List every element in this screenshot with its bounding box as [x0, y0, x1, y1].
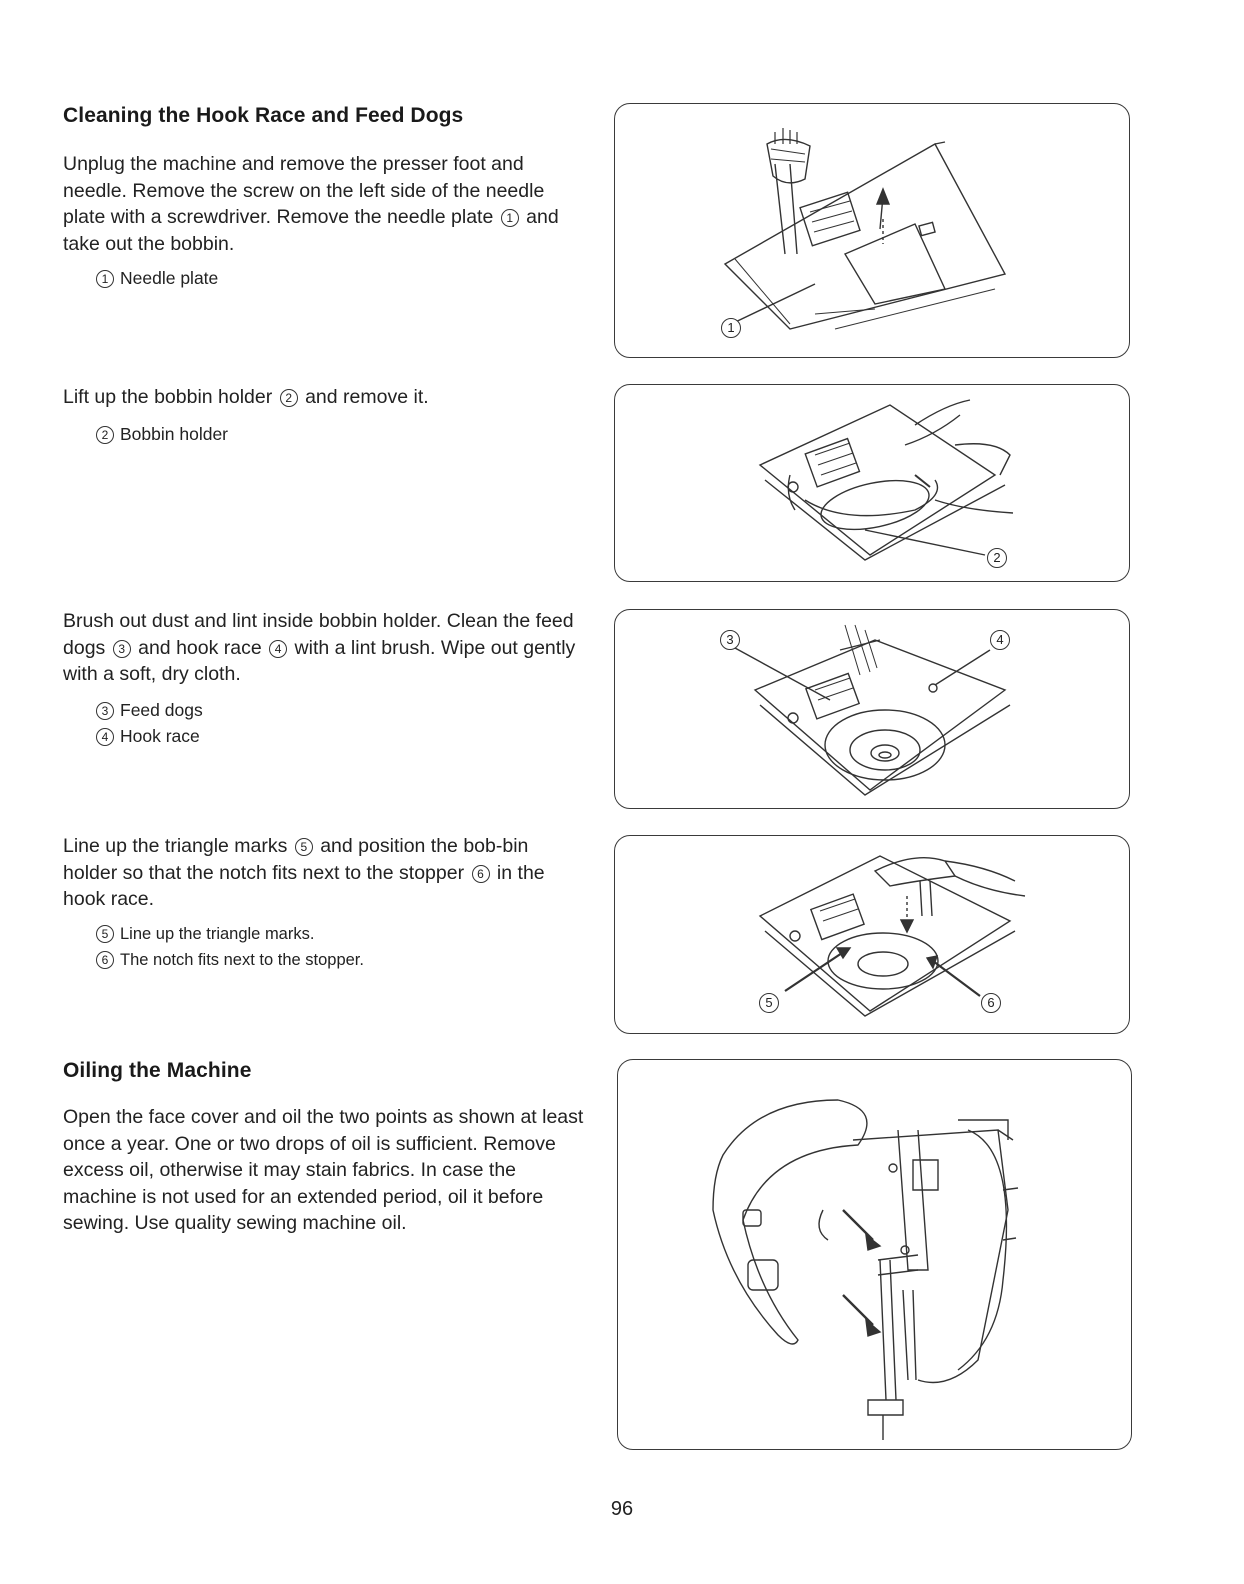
step-1-legend: [96, 265, 218, 291]
bobbin-holder-positioning-illustration: [614, 835, 1130, 1034]
needle-plate-removal-illustration: [614, 103, 1130, 358]
callout-2: 2: [987, 548, 1007, 568]
callout-3: 3: [720, 630, 740, 650]
step-4-legend: [96, 921, 364, 973]
callout-4: 4: [990, 630, 1010, 650]
legend-item: 4 Hook race: [96, 723, 203, 749]
oiling-drawing: [618, 1060, 1131, 1449]
callout-1: 1: [721, 318, 741, 338]
bobbin-holder-removal-illustration: [614, 384, 1130, 582]
step-4-text: Line up the triangle marks 5 and position the bob-bin holder so that the notch fits next to the stopper 6 in the hook race.: [63, 835, 545, 910]
step-3-text: Brush out dust and lint inside bobbin holder. Clean the feed dogs 3 and hook race 4 with a lint brush. Wipe out gently with a soft, dry cloth.: [63, 610, 576, 685]
legend-item: 3 Feed dogs: [96, 697, 203, 723]
callout-5: 5: [759, 993, 779, 1013]
ref-number: 3: [113, 640, 131, 658]
ref-number: 6: [472, 865, 490, 883]
feed-dogs-hook-race-cleaning-illustration: [614, 609, 1130, 809]
step-2-text: Lift up the bobbin holder 2 and remove it.: [63, 386, 429, 408]
step-2-legend: [96, 421, 228, 447]
legend-item: 2 Bobbin holder: [96, 421, 228, 447]
callout-6: 6: [981, 993, 1001, 1013]
bobbin-holder-positioning-drawing: [615, 836, 1129, 1033]
ref-number: 4: [269, 640, 287, 658]
bobbin-holder-removal-drawing: [615, 385, 1129, 581]
feed-dogs-cleaning-drawing: [615, 610, 1129, 808]
legend-item: 1 Needle plate: [96, 265, 218, 291]
face-cover-oiling-points-illustration: [617, 1059, 1132, 1450]
needle-plate-drawing: [615, 104, 1129, 357]
section-heading-oiling: Oiling the Machine: [63, 1059, 252, 1082]
oiling-text: Open the face cover and oil the two points as shown at least once a year. One or two drops of oil is sufficient. Remove excess oil, otherwise it may stain fabrics. In case the machine is not used for an extended period, oil it before sewing. Use quality sewing machine oil.: [63, 1106, 584, 1234]
step-1-text: Unplug the machine and remove the presser foot and needle. Remove the screw on the left side of the needle plate with a screwdriver. Remove the needle plate 1 and take out the bobbin.: [63, 153, 559, 255]
section-heading-cleaning: Cleaning the Hook Race and Feed Dogs: [63, 104, 464, 127]
ref-number: 1: [501, 209, 519, 227]
step-3-legend: [96, 697, 203, 749]
legend-item: 6 The notch fits next to the stopper.: [96, 947, 364, 973]
page-number: 96: [610, 1498, 634, 1520]
ref-number: 2: [280, 389, 298, 407]
legend-item: 5 Line up the triangle marks.: [96, 921, 364, 947]
ref-number: 5: [295, 838, 313, 856]
